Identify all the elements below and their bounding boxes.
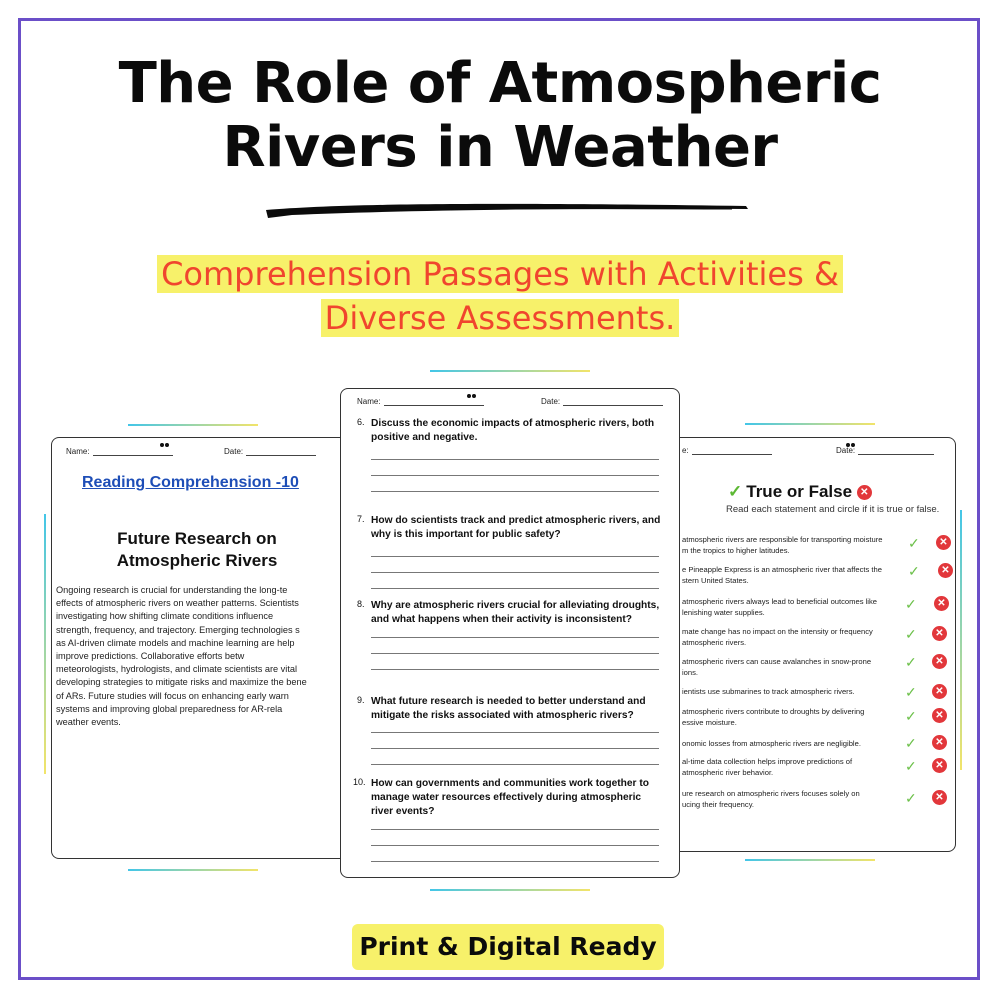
statement-4: mate change has no impact on the intensity or frequency atmospheric rivers. (682, 627, 873, 647)
x-circle-icon[interactable]: ✕ (932, 790, 947, 805)
decor-line (430, 889, 590, 891)
worksheet-true-false (680, 437, 956, 852)
check-icon[interactable]: ✓ (905, 654, 917, 670)
answer-line[interactable] (371, 653, 659, 654)
name-field (357, 397, 484, 406)
x-circle-icon[interactable]: ✕ (934, 596, 949, 611)
check-icon[interactable]: ✓ (905, 596, 917, 612)
answer-line[interactable] (371, 475, 659, 476)
x-circle-icon[interactable]: ✕ (932, 758, 947, 773)
check-icon[interactable]: ✓ (905, 758, 917, 774)
statement-5: atmospheric rivers can cause avalanches in snow-prone ions. (682, 657, 872, 677)
x-circle-icon[interactable]: ✕ (938, 563, 953, 578)
x-circle-icon[interactable]: ✕ (936, 535, 951, 550)
answer-line[interactable] (371, 637, 659, 638)
passage-text: Ongoing research is crucial for understanding the long-te effects of atmospheric rivers on weather patterns. Scientists investigating how shifting climate conditions influence strength, frequency, and trajectory. Emerging technologies s as AI-driven climate models and machine learning are help improve predictions. Collaborative efforts betw meteorologists, hydrologists, and climate scientists are vital developing strategies to mitigate risks and maximize the bene of ARs. Future studies will focus on enhancing early warn systems and improving global preparedness for AR-rela weather events. (56, 585, 307, 728)
check-icon[interactable]: ✓ (905, 626, 917, 642)
decor-line (128, 869, 258, 871)
binder-rings-icon (160, 437, 170, 442)
brush-stroke-underline (262, 196, 750, 222)
name-label: Name: (357, 397, 381, 406)
answer-line[interactable] (371, 669, 659, 670)
answer-line[interactable] (371, 588, 659, 589)
answer-line[interactable] (371, 845, 659, 846)
binder-rings-icon (846, 437, 856, 442)
title-line-1: The Role of Atmospheric (118, 51, 882, 116)
answer-line[interactable] (371, 829, 659, 830)
date-label: Date: (224, 447, 244, 456)
statement-3: atmospheric rivers always lead to beneficial outcomes like lenishing water supplies. (682, 597, 877, 617)
binder-rings-icon (467, 388, 477, 393)
decor-line (44, 514, 46, 774)
answer-line[interactable] (371, 459, 659, 460)
true-false-title: ✓ True or False ✕ (728, 482, 872, 502)
statement-1: atmospheric rivers are responsible for transporting moisture m the tropics to higher latitudes. (682, 535, 883, 555)
date-field (224, 447, 316, 456)
name-field (682, 446, 772, 455)
decor-line (745, 423, 875, 425)
name-label: e: (682, 446, 689, 455)
name-label: Name: (66, 447, 90, 456)
statement-7: atmospheric rivers contribute to droughts by delivering essive moisture. (682, 707, 865, 727)
subtitle-line-1: Comprehension Passages with Activities & (157, 255, 843, 293)
x-circle-icon[interactable]: ✕ (932, 708, 947, 723)
decor-line (960, 510, 962, 770)
check-icon[interactable]: ✓ (908, 563, 920, 579)
statement-10: ure research on atmospheric rivers focuses solely on ucing their frequency. (682, 789, 860, 809)
true-false-instructions: Read each statement and circle if it is true or false. (726, 504, 940, 515)
check-icon[interactable]: ✓ (905, 708, 917, 724)
subtitle-line-2: Diverse Assessments. (321, 299, 680, 337)
check-icon: ✓ (728, 482, 743, 501)
check-icon[interactable]: ✓ (905, 735, 917, 751)
page-title (0, 52, 1000, 180)
name-field (66, 447, 173, 456)
subtitle (0, 252, 1000, 340)
answer-line[interactable] (371, 732, 659, 733)
answer-line[interactable] (371, 491, 659, 492)
decor-line (745, 859, 875, 861)
x-circle-icon[interactable]: ✕ (932, 626, 947, 641)
worksheet-reading-passage (51, 437, 341, 859)
x-circle-icon[interactable]: ✕ (932, 735, 947, 750)
decor-line (128, 424, 258, 426)
answer-line[interactable] (371, 748, 659, 749)
answer-line[interactable] (371, 861, 659, 862)
x-circle-icon: ✕ (857, 485, 872, 500)
passage-title: Future Research on Atmospheric Rivers (116, 529, 278, 570)
check-icon[interactable]: ✓ (908, 535, 920, 551)
reading-comprehension-heading: Reading Comprehension -10 (82, 474, 299, 491)
check-icon[interactable]: ✓ (905, 684, 917, 700)
answer-line[interactable] (371, 572, 659, 573)
statement-8: onomic losses from atmospheric rivers are negligible. (682, 739, 861, 748)
date-field (836, 446, 934, 455)
statement-6: ientists use submarines to track atmospheric rivers. (682, 687, 855, 696)
decor-line (430, 370, 590, 372)
print-digital-badge: Print & Digital Ready (352, 924, 664, 970)
check-icon[interactable]: ✓ (905, 790, 917, 806)
x-circle-icon[interactable]: ✕ (932, 684, 947, 699)
date-label: Date: (541, 397, 561, 406)
x-circle-icon[interactable]: ✕ (932, 654, 947, 669)
statement-2: e Pineapple Express is an atmospheric river that affects the stern United States. (682, 565, 882, 585)
statement-9: al-time data collection helps improve predictions of atmospheric river behavior. (682, 757, 853, 777)
answer-line[interactable] (371, 556, 659, 557)
date-label: Date: (836, 446, 856, 455)
answer-line[interactable] (371, 764, 659, 765)
title-line-2: Rivers in Weather (222, 115, 778, 180)
date-field (541, 397, 663, 406)
worksheet-questions: Name: Date: 6. Discuss the economic impacts of atmospheric rivers, both positive and negative. 7. How do scientists track and predict atmospheric rivers, and why is this important for public safety? 8. Why are atmospheric rivers crucial for alleviating droughts, and what happens when their activity is inconsistent? 9. What future research is needed to better understand and mitigate the risks associated with atmospheric rivers? 10. How can governments and communities work together to manage water resources effectively during atmospheric river events? (340, 388, 680, 878)
